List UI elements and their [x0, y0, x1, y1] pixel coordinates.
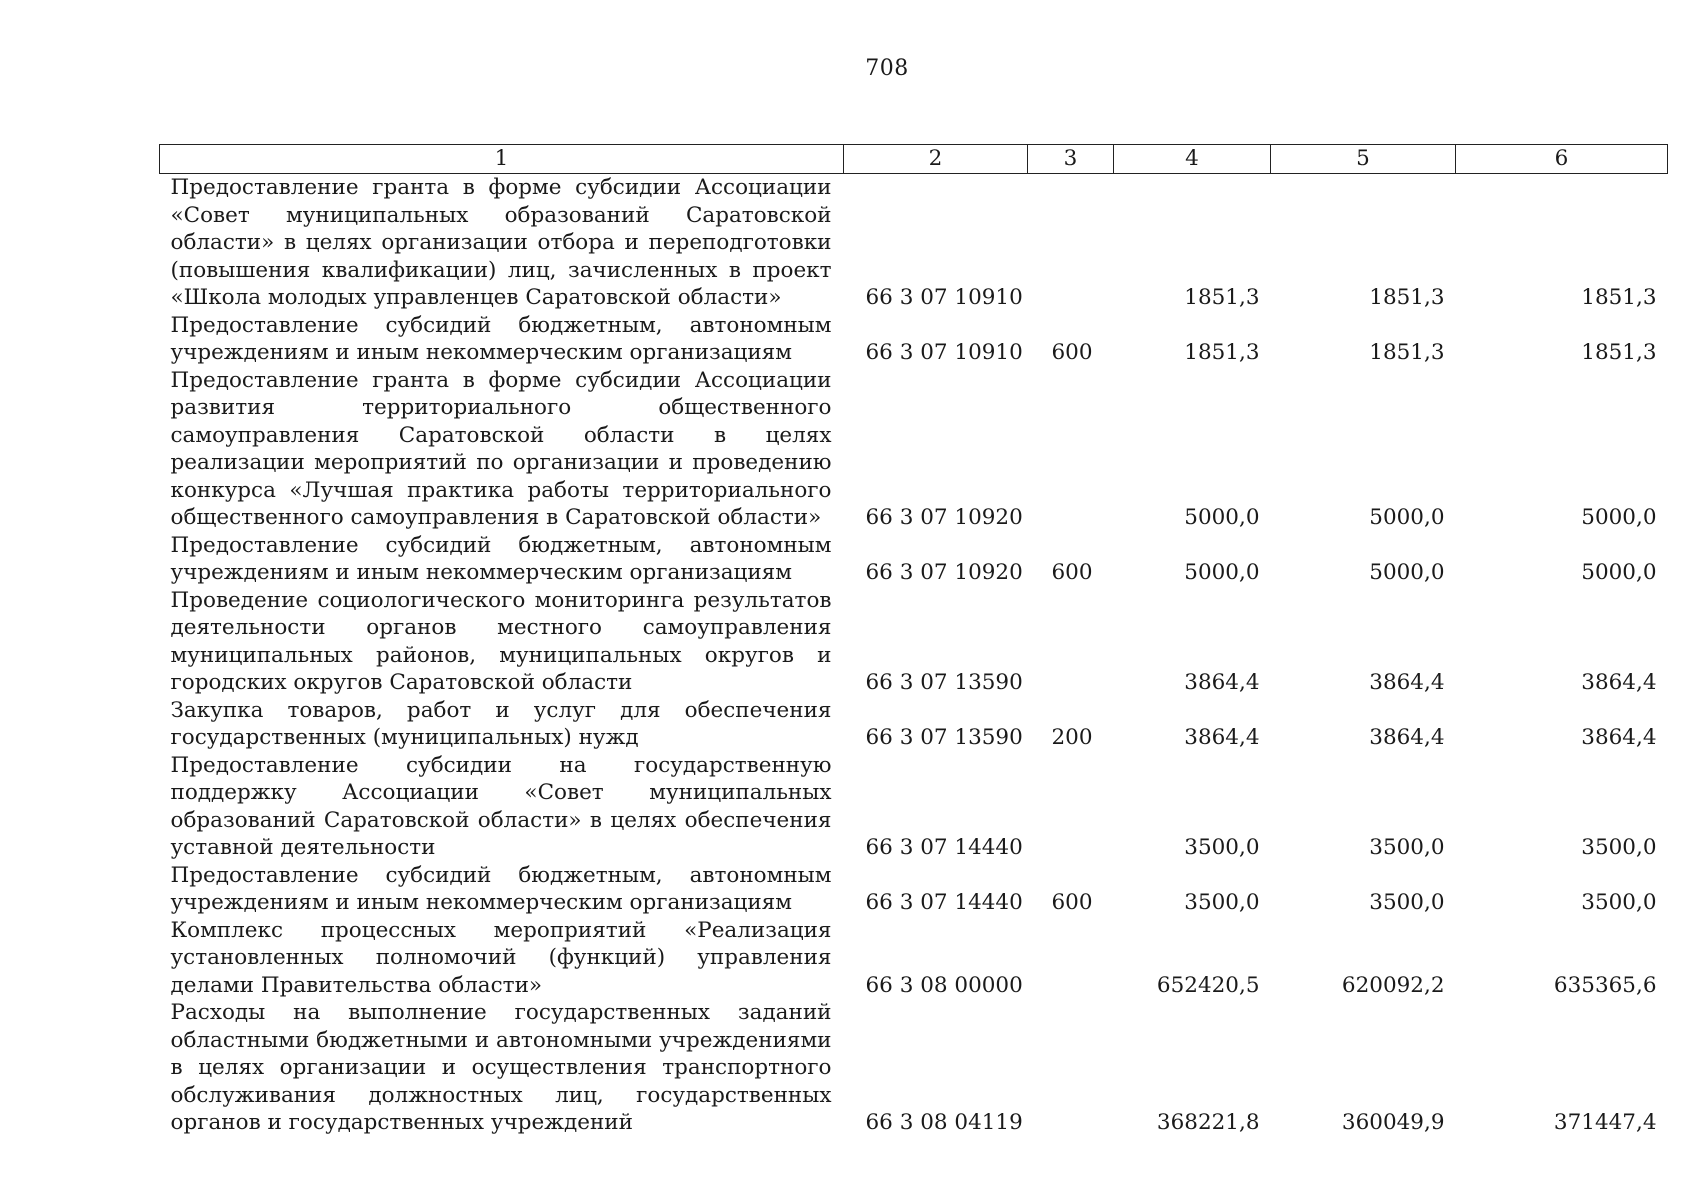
row-value-6: 5000,0 — [1581, 505, 1657, 530]
row-value-4: 652420,5 — [1156, 972, 1260, 998]
row-code: 66 3 07 14440 — [865, 835, 1023, 860]
row-type — [1028, 367, 1114, 532]
row-code: 66 3 08 00000 — [865, 972, 1023, 998]
row-description: Проведение социологического мониторинга результатов деятельности органов местного самоуправления муниципальных районов, муниципальных округов и городских округов Саратовской области — [170, 587, 832, 695]
row-description: Предоставление субсидий бюджетным, автономным учреждениям и иным некоммерческим организациям — [170, 532, 832, 585]
budget-table — [159, 144, 1668, 1137]
row-type: 600 — [1051, 560, 1093, 585]
table-row — [160, 532, 1668, 587]
row-value-4: 3500,0 — [1184, 835, 1260, 860]
row-type: 600 — [1051, 890, 1093, 915]
row-description: Расходы на выполнение государственных заданий областными бюджетными и автономными учреждениями в целях организации и осуществления транспортного обслуживания должностных лиц, государственных органов и государственных учреждений — [170, 1000, 832, 1135]
row-value-4: 1851,3 — [1184, 340, 1260, 365]
column-header-5: 5 — [1271, 145, 1456, 174]
row-value-4: 3864,4 — [1184, 725, 1260, 750]
column-header-6: 6 — [1456, 145, 1668, 174]
row-value-5: 3500,0 — [1369, 890, 1445, 915]
row-code: 66 3 08 04119 — [865, 1110, 1023, 1135]
table-row — [160, 862, 1668, 917]
column-header-2: 2 — [844, 145, 1028, 174]
table-row — [160, 367, 1668, 532]
row-description: Предоставление субсидий бюджетным, автономным учреждениям и иным некоммерческим организациям — [170, 862, 832, 915]
row-description: Предоставление субсидии на государственную поддержку Ассоциации «Совет муниципальных образований Саратовской области» в целях обеспечения уставной деятельности — [170, 752, 832, 860]
row-code: 66 3 07 10910 — [865, 340, 1023, 365]
page-number: 708 — [865, 56, 909, 81]
table-row — [160, 587, 1668, 697]
table-row — [160, 312, 1668, 367]
table-row — [160, 999, 1668, 1137]
row-value-5: 3864,4 — [1369, 725, 1445, 750]
row-type — [1028, 917, 1114, 1000]
row-type — [1028, 174, 1114, 312]
row-value-5: 5000,0 — [1369, 505, 1445, 530]
row-value-5: 1851,3 — [1369, 340, 1445, 365]
header-row — [160, 145, 1668, 174]
row-code: 66 3 07 10920 — [865, 505, 1023, 530]
row-value-4: 5000,0 — [1184, 505, 1260, 530]
table-row — [160, 917, 1668, 1000]
row-description: Предоставление субсидий бюджетным, автономным учреждениям и иным некоммерческим организациям — [170, 312, 832, 365]
column-header-4: 4 — [1114, 145, 1271, 174]
row-code: 66 3 07 14440 — [865, 890, 1023, 915]
row-type — [1028, 752, 1114, 862]
row-code: 66 3 07 10910 — [865, 285, 1023, 310]
row-type: 600 — [1051, 340, 1093, 365]
row-description: Предоставление гранта в форме субсидии Ассоциации «Совет муниципальных образований Саратовской области» в целях организации отбора и переподготовки (повышения квалификации) лиц, зачисленных в проект «Школа молодых управленцев Саратовской области» — [170, 175, 832, 310]
row-type — [1028, 587, 1114, 697]
row-value-6: 1851,3 — [1581, 340, 1657, 365]
column-header-1: 1 — [160, 145, 844, 174]
row-value-6: 3864,4 — [1581, 670, 1657, 695]
row-value-6: 635365,6 — [1553, 972, 1657, 998]
row-code: 66 3 07 10920 — [865, 560, 1023, 585]
row-value-4: 3864,4 — [1184, 670, 1260, 695]
row-value-6: 3864,4 — [1581, 725, 1657, 750]
row-description: Закупка товаров, работ и услуг для обеспечения государственных (муниципальных) нужд — [170, 697, 832, 750]
row-value-4: 1851,3 — [1184, 285, 1260, 310]
row-value-5: 5000,0 — [1369, 560, 1445, 585]
row-description: Комплекс процессных мероприятий «Реализация установленных полномочий (функций) управления делами Правительства области» — [170, 917, 832, 998]
column-header-3: 3 — [1028, 145, 1114, 174]
row-value-5: 620092,2 — [1341, 972, 1445, 998]
row-value-4: 3500,0 — [1184, 890, 1260, 915]
row-description: Предоставление гранта в форме субсидии Ассоциации развития территориального общественного самоуправления Саратовской области в целях реализации мероприятий по организации и проведению конкурса «Лучшая практика работы территориального общественного самоуправления в Саратовской области» — [170, 367, 832, 530]
row-value-6: 371447,4 — [1553, 1110, 1657, 1135]
table-row — [160, 174, 1668, 312]
row-value-5: 360049,9 — [1341, 1110, 1445, 1135]
row-value-4: 5000,0 — [1184, 560, 1260, 585]
row-value-5: 3864,4 — [1369, 670, 1445, 695]
row-type: 200 — [1051, 725, 1093, 750]
row-value-5: 3500,0 — [1369, 835, 1445, 860]
row-value-5: 1851,3 — [1369, 285, 1445, 310]
row-value-6: 3500,0 — [1581, 890, 1657, 915]
row-code: 66 3 07 13590 — [865, 725, 1023, 750]
row-code: 66 3 07 13590 — [865, 670, 1023, 695]
table-row — [160, 752, 1668, 862]
row-value-4: 368221,8 — [1156, 1110, 1260, 1135]
row-type — [1028, 999, 1114, 1137]
row-value-6: 3500,0 — [1581, 835, 1657, 860]
row-value-6: 5000,0 — [1581, 560, 1657, 585]
table-row — [160, 697, 1668, 752]
row-value-6: 1851,3 — [1581, 285, 1657, 310]
